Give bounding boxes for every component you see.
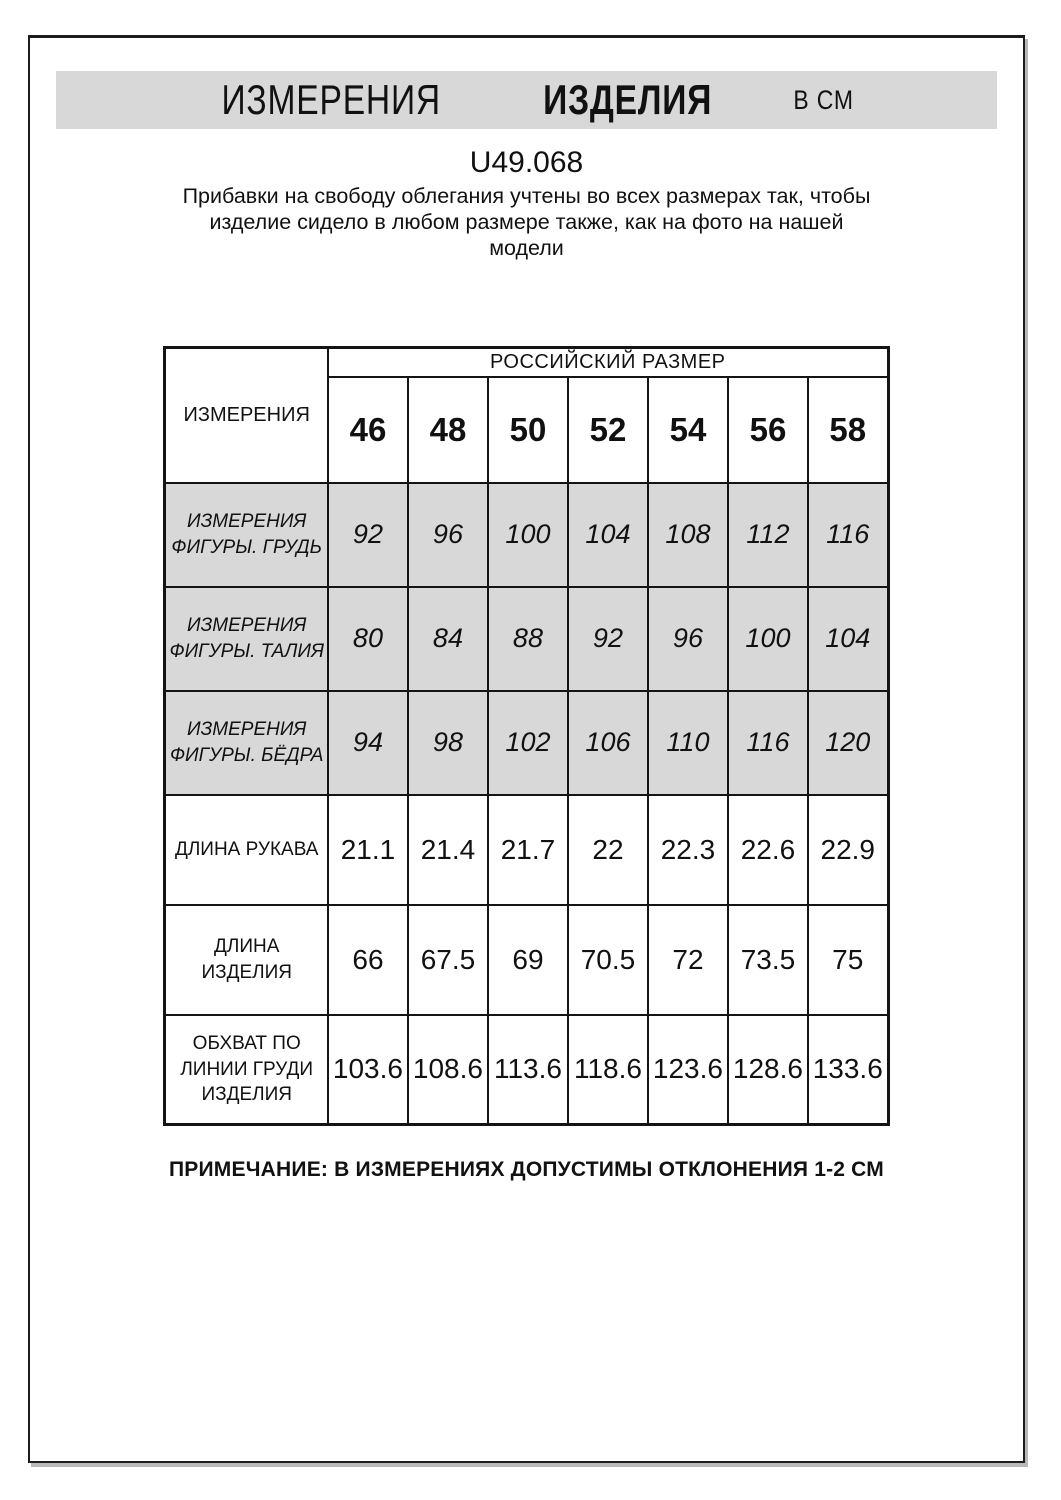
value-cell: 100 — [488, 483, 568, 587]
value-cell: 112 — [728, 483, 808, 587]
table-row-product-length — [165, 905, 888, 1015]
title-banner — [56, 71, 997, 129]
value-cell: 69 — [488, 905, 568, 1015]
value-cell: 113.6 — [488, 1015, 568, 1125]
fit-description: Прибавки на свободу облегания учтены во всех размерах так, чтобы изделие сидело в любом размере также, как на фото на нашей модели — [182, 184, 871, 261]
row-label: ИЗМЕРЕНИЯ ФИГУРЫ. ТАЛИЯ — [165, 587, 328, 691]
value-cell: 103.6 — [328, 1015, 408, 1125]
value-cell: 100 — [728, 587, 808, 691]
value-cell: 22.3 — [648, 795, 728, 905]
value-cell: 21.1 — [328, 795, 408, 905]
page-frame — [28, 35, 1025, 1463]
value-cell: 21.4 — [408, 795, 488, 905]
value-cell: 22 — [568, 795, 648, 905]
value-cell: 66 — [328, 905, 408, 1015]
corner-label: ИЗМЕРЕНИЯ — [165, 347, 328, 483]
value-cell: 92 — [328, 483, 408, 587]
value-cell: 123.6 — [648, 1015, 728, 1125]
value-cell: 108.6 — [408, 1015, 488, 1125]
value-cell: 73.5 — [728, 905, 808, 1015]
article-number: U49.068 — [469, 146, 584, 179]
size-cell: 56 — [728, 377, 808, 483]
value-cell: 88 — [488, 587, 568, 691]
value-cell: 118.6 — [568, 1015, 648, 1125]
size-cell: 58 — [808, 377, 888, 483]
table-row-chest — [165, 483, 888, 587]
value-cell: 72 — [648, 905, 728, 1015]
value-cell: 96 — [648, 587, 728, 691]
value-cell: 110 — [648, 691, 728, 795]
value-cell: 70.5 — [568, 905, 648, 1015]
value-cell: 116 — [728, 691, 808, 795]
value-cell: 84 — [408, 587, 488, 691]
value-cell: 92 — [568, 587, 648, 691]
row-label: ДЛИНА ИЗДЕЛИЯ — [165, 905, 328, 1015]
size-cell: 48 — [408, 377, 488, 483]
value-cell: 98 — [408, 691, 488, 795]
tolerance-note: ПРИМЕЧАНИЕ: В ИЗМЕРЕНИЯХ ДОПУСТИМЫ ОТКЛОНЕНИЯ 1-2 СМ — [169, 1158, 884, 1182]
size-cell: 54 — [648, 377, 728, 483]
row-label: ИЗМЕРЕНИЯ ФИГУРЫ. ГРУДЬ — [165, 483, 328, 587]
row-label: ОБХВАТ ПО ЛИНИИ ГРУДИ ИЗДЕЛИЯ — [165, 1015, 328, 1125]
table-row-sleeve-length — [165, 795, 888, 905]
size-cell: 46 — [328, 377, 408, 483]
value-cell: 21.7 — [488, 795, 568, 905]
row-label: ИЗМЕРЕНИЯ ФИГУРЫ. БЁДРА — [165, 691, 328, 795]
size-cell: 50 — [488, 377, 568, 483]
value-cell: 128.6 — [728, 1015, 808, 1125]
value-cell: 102 — [488, 691, 568, 795]
value-cell: 94 — [328, 691, 408, 795]
value-cell: 67.5 — [408, 905, 488, 1015]
value-cell: 96 — [408, 483, 488, 587]
value-cell: 120 — [808, 691, 888, 795]
value-cell: 104 — [808, 587, 888, 691]
title-measurements: ИЗМЕРЕНИЯ — [221, 76, 442, 123]
value-cell: 22.9 — [808, 795, 888, 905]
table-header-row — [165, 347, 888, 377]
title-unit: В СМ — [793, 84, 854, 115]
value-cell: 133.6 — [808, 1015, 888, 1125]
value-cell: 106 — [568, 691, 648, 795]
value-cell: 108 — [648, 483, 728, 587]
size-cell: 52 — [568, 377, 648, 483]
value-cell: 104 — [568, 483, 648, 587]
size-table — [163, 346, 889, 1127]
title-product: ИЗДЕЛИЯ — [543, 76, 713, 123]
table-row-chest-girth — [165, 1015, 888, 1125]
value-cell: 80 — [328, 587, 408, 691]
value-cell: 22.6 — [728, 795, 808, 905]
table-row-waist — [165, 587, 888, 691]
value-cell: 75 — [808, 905, 888, 1015]
row-label: ДЛИНА РУКАВА — [165, 795, 328, 905]
value-cell: 116 — [808, 483, 888, 587]
table-row-hips — [165, 691, 888, 795]
size-group-header: РОССИЙСКИЙ РАЗМЕР — [328, 347, 888, 377]
